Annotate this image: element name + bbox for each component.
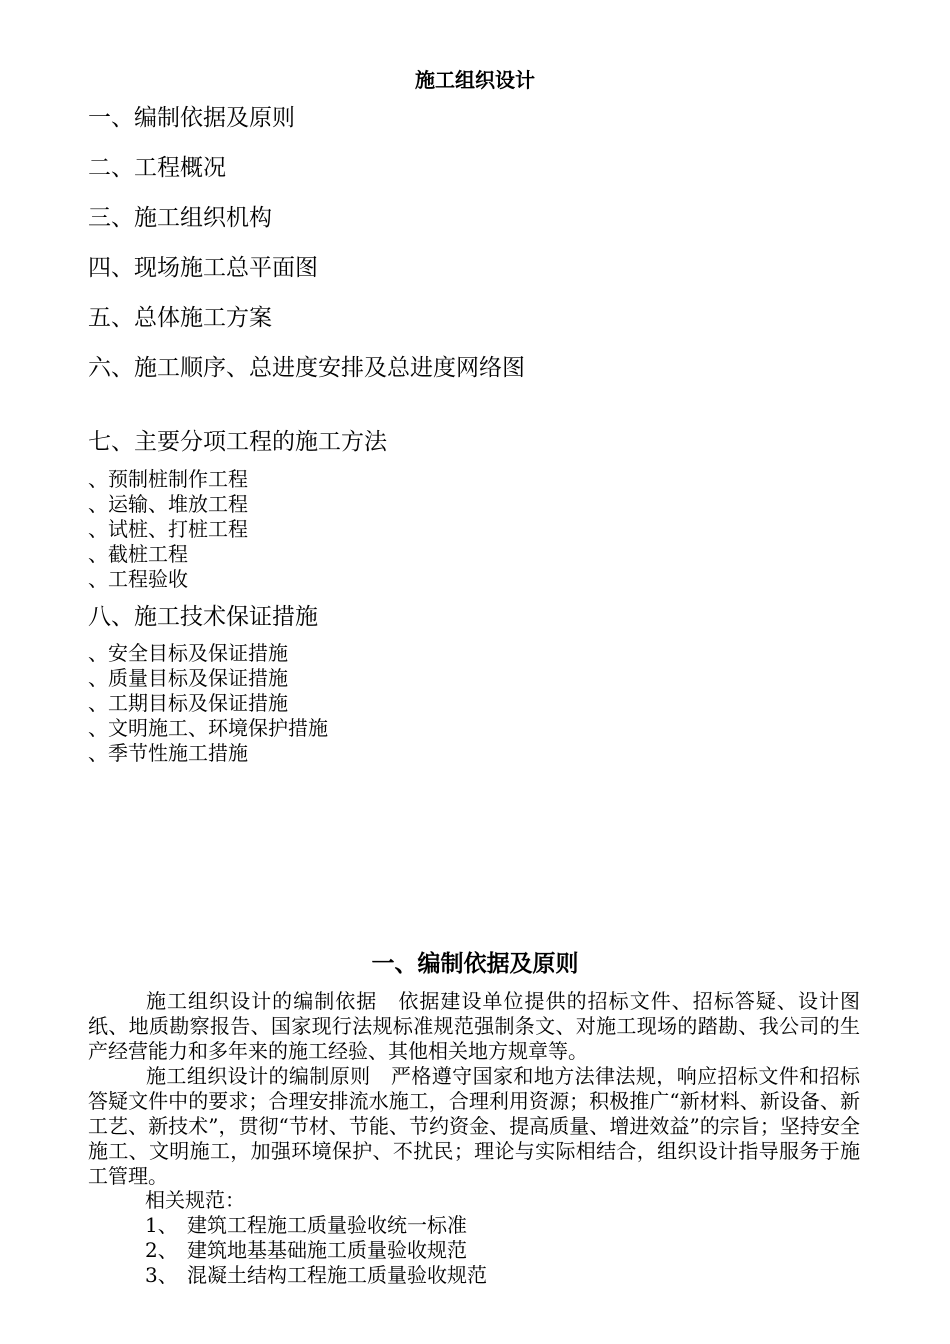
- standards-label: 相关规范：: [145, 1188, 245, 1212]
- standard-number: 2、: [145, 1238, 178, 1262]
- toc-subitem: 、运输、堆放工程: [88, 492, 248, 516]
- standard-number: 1、: [145, 1213, 178, 1237]
- standard-item: [145, 1238, 467, 1263]
- toc-subitem: 、预制桩制作工程: [88, 467, 248, 491]
- toc-heading-8: 八、施工技术保证措施: [88, 604, 318, 630]
- standard-title: 混凝土结构工程施工质量验收规范: [187, 1263, 487, 1287]
- toc-subitem: 、文明施工、环境保护措施: [88, 716, 328, 740]
- toc-heading-5: 五、总体施工方案: [88, 305, 272, 331]
- basis-text: 依据建设单位提供的招标文件、招标答疑、设计图纸、地质勘察报告、国家现行法规标准规范强制条文、对施工现场的踏勘、我公司的生产经营能力和多年来的施工经验、其他相关地方规章等。: [88, 989, 861, 1063]
- standard-item: [145, 1263, 487, 1288]
- toc-subitem: 、安全目标及保证措施: [88, 641, 288, 665]
- toc-subitem: 、质量目标及保证措施: [88, 666, 288, 690]
- basis-label: 施工组织设计的编制依据: [146, 989, 378, 1013]
- toc-heading-6: 六、施工顺序、总进度安排及总进度网络图: [88, 355, 525, 381]
- toc-subitem: 、季节性施工措施: [88, 741, 248, 765]
- toc-heading-7: 七、主要分项工程的施工方法: [88, 429, 387, 455]
- basis-paragraph: [88, 989, 860, 1064]
- principles-text: 严格遵守国家和地方法律法规，响应招标文件和招标答疑文件中的要求；合理安排流水施工，合理利用资源；积极推广“新材料、新设备、新工艺、新技术”，贯彻“节材、节能、节约资金、提高质量、增进效益”的宗旨；坚持安全施工、文明施工，加强环境保护、不扰民；理论与实际相结合，组织设计指导服务于施工管理。: [88, 1064, 861, 1188]
- standard-title: 建筑工程施工质量验收统一标准: [187, 1213, 467, 1237]
- section-heading: 一、编制依据及原则: [371, 950, 579, 977]
- principles-label: 施工组织设计的编制原则: [146, 1064, 371, 1088]
- standard-title: 建筑地基基础施工质量验收规范: [187, 1238, 467, 1262]
- toc-heading-3: 三、施工组织机构: [88, 205, 272, 231]
- toc-subitem: 、试桩、打桩工程: [88, 517, 248, 541]
- principles-paragraph: [88, 1064, 860, 1189]
- toc-subitem: 、工程验收: [88, 567, 188, 591]
- toc-subitem: 、截桩工程: [88, 542, 188, 566]
- toc-subitem: 、工期目标及保证措施: [88, 691, 288, 715]
- standard-number: 3、: [145, 1263, 178, 1287]
- toc-heading-4: 四、现场施工总平面图: [88, 255, 318, 281]
- document-title: 施工组织设计: [415, 68, 535, 92]
- standard-item: [145, 1213, 467, 1238]
- toc-heading-1: 一、编制依据及原则: [88, 105, 295, 131]
- toc-heading-2: 二、工程概况: [88, 155, 226, 181]
